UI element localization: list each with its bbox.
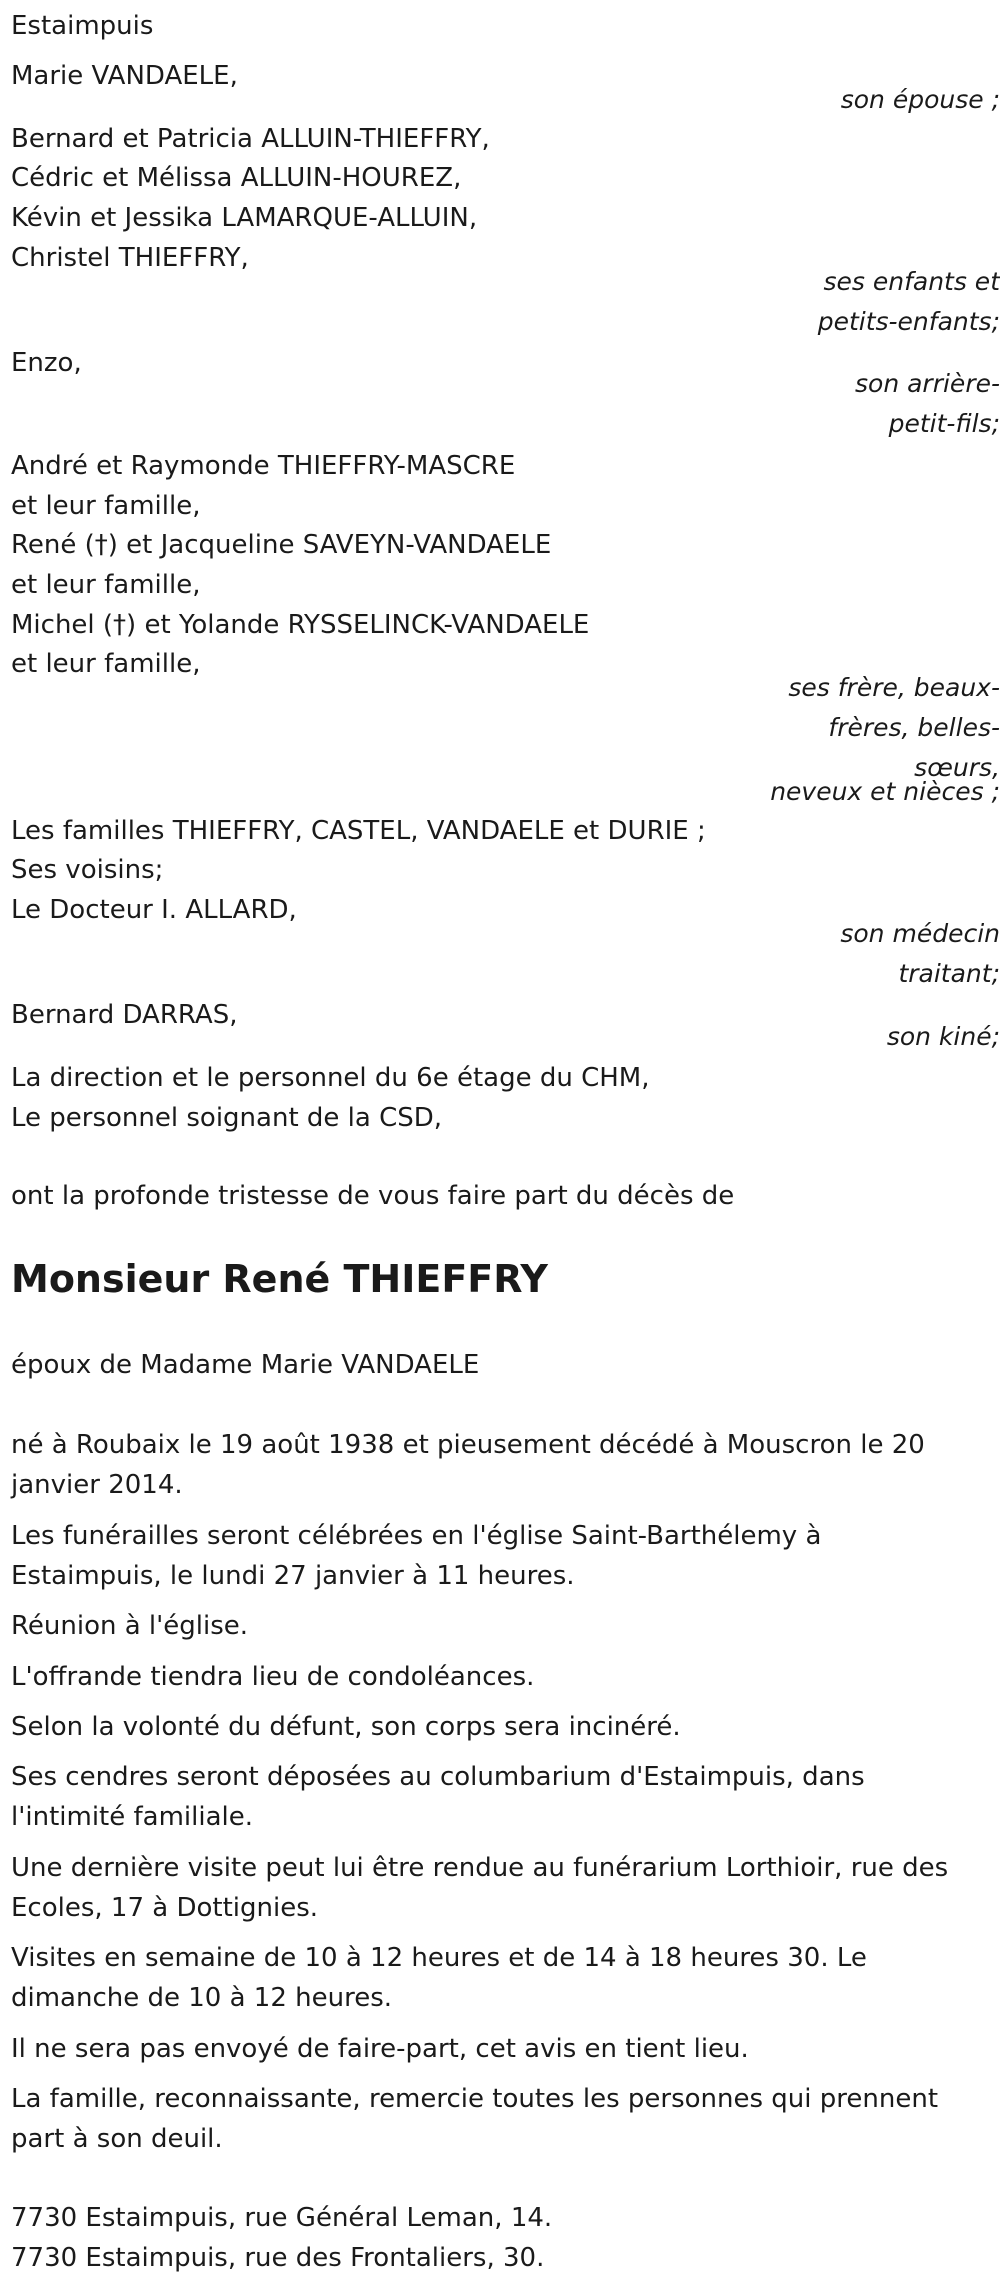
sibling-line: et leur famille, bbox=[11, 649, 201, 679]
detail-line: dimanche de 10 à 12 heures. bbox=[11, 1983, 393, 2013]
child-line: Christel THIEFFRY, bbox=[11, 243, 249, 273]
child-line: Cédric et Mélissa ALLUIN-HOUREZ, bbox=[11, 163, 462, 193]
sibling-line: et leur famille, bbox=[11, 491, 201, 521]
address-line: 7730 Estaimpuis, rue Général Leman, 14. bbox=[11, 2203, 553, 2233]
others-line: Ses voisins; bbox=[11, 855, 164, 885]
spouse-of: époux de Madame Marie VANDAELE bbox=[11, 1350, 480, 1380]
detail-line: Estaimpuis, le lundi 27 janvier à 11 heures. bbox=[11, 1561, 575, 1591]
doctor-role: traitant; bbox=[898, 959, 1000, 988]
sibling-line: André et Raymonde THIEFFRY-MASCRE bbox=[11, 451, 516, 481]
detail-line: La famille, reconnaissante, remercie toutes les personnes qui prennent bbox=[11, 2084, 939, 2114]
kine-role: son kiné; bbox=[886, 1022, 1000, 1051]
detail-line: Il ne sera pas envoyé de faire-part, cet avis en tient lieu. bbox=[11, 2034, 749, 2064]
siblings-role: neveux et nièces ; bbox=[770, 777, 1000, 806]
staff-line: Le personnel soignant de la CSD, bbox=[11, 1103, 443, 1133]
others-line: Le Docteur I. ALLARD, bbox=[11, 895, 297, 925]
deceased-name: Monsieur René THIEFFRY bbox=[11, 1257, 548, 1301]
child-line: Bernard et Patricia ALLUIN-THIEFFRY, bbox=[11, 124, 490, 154]
detail-line: Une dernière visite peut lui être rendue au funérarium Lorthioir, rue des bbox=[11, 1853, 949, 1883]
detail-line: Réunion à l'église. bbox=[11, 1611, 249, 1641]
sibling-line: René (†) et Jacqueline SAVEYN-VANDAELE bbox=[11, 530, 552, 560]
sibling-line: Michel (†) et Yolande RYSSELINCK-VANDAELE bbox=[11, 610, 590, 640]
place-heading: Estaimpuis bbox=[11, 11, 154, 41]
children-role: ses enfants et bbox=[823, 267, 1000, 296]
great-grandchild-role: son arrière- bbox=[855, 369, 1000, 398]
siblings-role: frères, belles- bbox=[828, 713, 1000, 742]
kine-name: Bernard DARRAS, bbox=[11, 1000, 238, 1030]
announcement: ont la profonde tristesse de vous faire part du décès de bbox=[11, 1181, 735, 1211]
detail-line: Les funérailles seront célébrées en l'église Saint-Barthélemy à bbox=[11, 1521, 822, 1551]
spouse-name: Marie VANDAELE, bbox=[11, 61, 238, 91]
children-role: petits-enfants; bbox=[817, 307, 1000, 336]
spouse-role: son épouse ; bbox=[840, 85, 1000, 114]
detail-line: Ecoles, 17 à Dottignies. bbox=[11, 1893, 319, 1923]
detail-line: né à Roubaix le 19 août 1938 et pieusement décédé à Mouscron le 20 bbox=[11, 1430, 925, 1460]
detail-line: Visites en semaine de 10 à 12 heures et de 14 à 18 heures 30. Le bbox=[11, 1943, 867, 1973]
address-line: 7730 Estaimpuis, rue des Frontaliers, 30. bbox=[11, 2243, 545, 2273]
others-line: Les familles THIEFFRY, CASTEL, VANDAELE et DURIE ; bbox=[11, 816, 706, 846]
staff-line: La direction et le personnel du 6e étage du CHM, bbox=[11, 1063, 650, 1093]
great-grandchild-role: petit-fils; bbox=[888, 409, 1000, 438]
child-line: Kévin et Jessika LAMARQUE-ALLUIN, bbox=[11, 203, 478, 233]
siblings-role: ses frère, beaux- bbox=[788, 673, 1000, 702]
siblings-role: sœurs, bbox=[914, 753, 1000, 782]
detail-line: part à son deuil. bbox=[11, 2124, 223, 2154]
detail-line: Selon la volonté du défunt, son corps sera incinéré. bbox=[11, 1712, 681, 1742]
detail-line: Ses cendres seront déposées au columbarium d'Estaimpuis, dans bbox=[11, 1762, 865, 1792]
sibling-line: et leur famille, bbox=[11, 570, 201, 600]
great-grandchild-name: Enzo, bbox=[11, 348, 82, 378]
detail-line: l'intimité familiale. bbox=[11, 1802, 253, 1832]
detail-line: janvier 2014. bbox=[11, 1470, 183, 1500]
doctor-role: son médecin bbox=[840, 919, 1000, 948]
detail-line: L'offrande tiendra lieu de condoléances. bbox=[11, 1662, 535, 1692]
